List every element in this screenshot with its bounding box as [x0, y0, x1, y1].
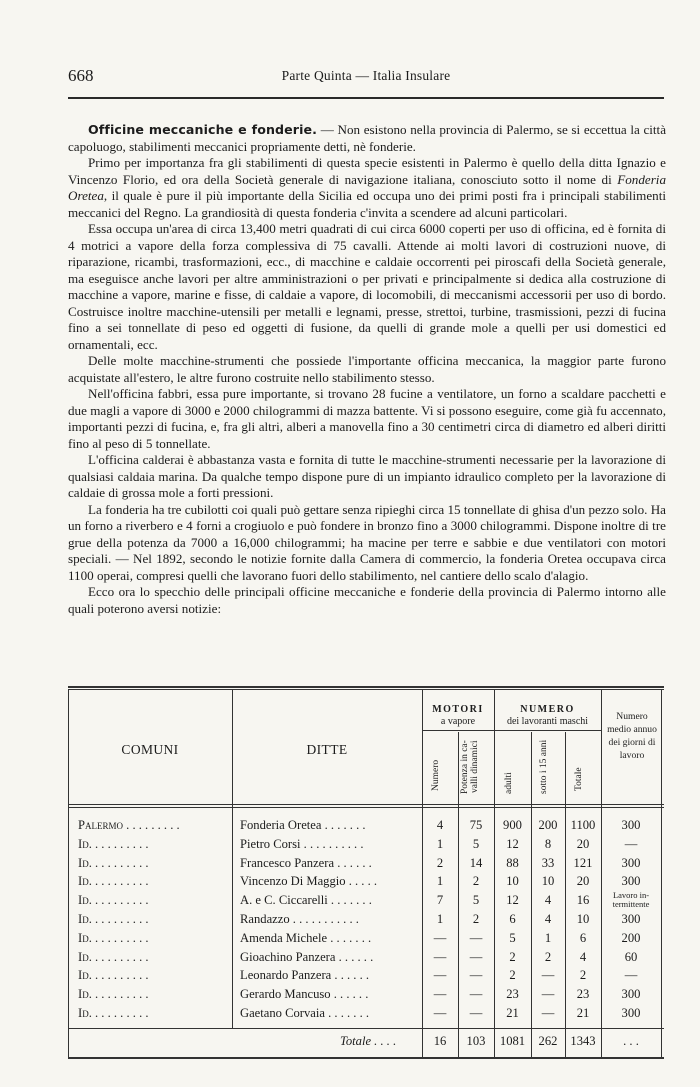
- cell-ditta: Gioachino Panzera . . . . . .: [240, 949, 374, 964]
- cell-numero: —: [433, 1006, 447, 1020]
- table-total-rule: [68, 1028, 664, 1029]
- cell-ditta: Fonderia Oretea . . . . . . .: [240, 818, 366, 832]
- paragraph-5: Nell'officina fabbri, essa pure importante, si trovano 28 fucine a ventilatore, un forno a scaldare pacchetti e due magli a vapore di 3000 e 2000 chilogrammi di mazza battente. Vi si possono eseguire, come già fu accennato, importanti pezzi di fucina, e, fra gli altri, alberi a manovella fino a 30 centimetri circa di diametro ed alberi diritti fino al peso di 5 tonnellate.: [68, 386, 666, 451]
- cell-potenza: —: [469, 1006, 483, 1020]
- cell-sotto15: 200: [538, 818, 558, 832]
- cell-sotto15: 1: [544, 930, 552, 945]
- total-giorni: . . .: [623, 1034, 639, 1048]
- cell-potenza: —: [469, 930, 483, 945]
- cell-comune: Id. . . . . . . . . .: [78, 1006, 149, 1020]
- cell-giorni: 200: [621, 930, 641, 945]
- cell-totale: 20: [576, 836, 590, 851]
- cell-giorni: Lavoro in- termittente: [612, 890, 650, 910]
- cell-potenza: —: [469, 949, 483, 964]
- cell-totale: 10: [576, 912, 590, 926]
- header-giorni: Numero medio annuo dei giorni di lavoro: [607, 711, 657, 761]
- cell-comune: Palermo . . . . . . . . .: [78, 818, 180, 832]
- running-title: Parte Quinta — Italia Insulare: [281, 68, 451, 83]
- cell-giorni: 300: [621, 987, 641, 1002]
- paragraph-1-text: — Non esistono nella provincia di Palermo, se si eccettua la città capoluogo, stabilimenti meccanici propriamente detti, nè fonderie.: [68, 122, 667, 154]
- total-adulti: 1081: [499, 1034, 526, 1048]
- paragraph-2-italic: Fonderia Oretea: [68, 171, 666, 203]
- cell-potenza: —: [469, 987, 483, 1002]
- cell-sotto15: —: [541, 1006, 555, 1020]
- paragraph-2-text-b: , il quale è pure il più importante della Sicilia ed occupa uno dei primi posti fra i principali stabilimenti meccanici del Regno. La grandiosità di questa fonderia c'invita a scendere ad alcuni particolari.: [68, 188, 666, 220]
- table-top-rule: [68, 686, 664, 688]
- cell-comune: Id. . . . . . . . . .: [78, 855, 149, 870]
- header-comuni: COMUNI: [121, 742, 179, 757]
- paragraph-2-text-a: Primo per importanza fra gli stabilimenti di questa specie esistenti in Palermo è quello della ditta Ignazio e Vincenzo Florio, ed ora della Società generale di navigazione italiana, conosciuto sotto il nome di: [68, 155, 666, 187]
- page-number: 668: [68, 66, 94, 85]
- cell-totale: 16: [576, 893, 590, 908]
- cell-giorni: —: [624, 968, 638, 983]
- header-ditte: DITTE: [306, 742, 348, 757]
- cell-adulti: 12: [506, 836, 519, 851]
- cell-totale: 6: [579, 930, 587, 945]
- cell-giorni: 300: [621, 1006, 641, 1020]
- workshops-table: [68, 686, 664, 1061]
- cell-ditta: Randazzo . . . . . . . . . . .: [240, 912, 359, 926]
- total-label: Totale . . . .: [340, 1034, 397, 1048]
- body-text: [68, 122, 666, 617]
- section-title: Officine meccaniche e fonderie.: [88, 122, 318, 137]
- cell-totale: 121: [573, 855, 593, 870]
- cell-numero: 7: [436, 893, 444, 908]
- table-top-rule-2: [68, 689, 664, 690]
- table-bottom-rule: [68, 1057, 664, 1059]
- cell-adulti: 88: [506, 855, 519, 870]
- cell-adulti: 12: [506, 893, 519, 908]
- header-motori-sub: a vapore: [440, 716, 476, 727]
- table-right-border: [661, 689, 662, 1058]
- cell-potenza: 5: [472, 893, 480, 908]
- header-sotto15: sotto i 15 anni: [539, 739, 549, 795]
- cell-ditta: Francesco Panzera . . . . . .: [240, 855, 372, 870]
- total-totale: 1343: [570, 1034, 596, 1048]
- group-subheader-rule: [422, 730, 601, 731]
- header-motori: MOTORI: [432, 704, 484, 715]
- cell-comune: Id. . . . . . . . . .: [78, 949, 149, 964]
- header-rule: [68, 97, 664, 99]
- cell-giorni: 300: [621, 874, 641, 889]
- cell-ditta: A. e C. Ciccarelli . . . . . . .: [240, 893, 372, 908]
- header-numero: Numero: [431, 759, 441, 791]
- header-motori-group: [422, 704, 494, 728]
- col-divider-comuni: [232, 689, 233, 1029]
- cell-potenza: 14: [469, 855, 483, 870]
- cell-adulti: 2: [509, 968, 516, 983]
- cell-giorni: 300: [621, 855, 641, 870]
- cell-ditta: Vincenzo Di Maggio . . . . .: [240, 874, 378, 889]
- header-potenza: Potenza in ca- valli dinamici: [460, 740, 480, 794]
- paragraph-2: [68, 155, 666, 221]
- table-header-rule: [68, 804, 664, 805]
- header-numero-sub: dei lavoranti maschi: [506, 716, 589, 727]
- cell-sotto15: —: [541, 987, 555, 1002]
- header-numero-group-title: NUMERO: [520, 704, 575, 715]
- paragraph-8: Ecco ora lo specchio delle principali officine meccaniche e fonderie della provincia di Palermo intorno alle quali poterono aversi notizie:: [68, 584, 666, 616]
- paragraph-7: La fonderia ha tre cubilotti coi quali può gettare senza ripieghi circa 15 tonnellate di ghisa d'un pezzo solo. Ha un forno a riverbero e 4 forni a crogiuolo e può fondere in bronzo fino a 3000 chilogrammi. Dispone inoltre di tre grue della potenza da 7000 a 16,000 chilogrammi; ha macine per terre e sabbie e due ventilatori con motori speciali. — Nel 1892, secondo le notizie fornite dalla Camera di commercio, la fonderia Oretea occupava circa 1100 operai, compresi quelli che lavorano fuori dello stabilimento, nel cantiere dello scalo d'alagio.: [68, 501, 666, 583]
- header-totale: Totale: [574, 767, 584, 791]
- cell-ditta: Amenda Michele . . . . . . .: [240, 930, 372, 945]
- cell-numero: —: [433, 949, 447, 964]
- cell-totale: 20: [576, 874, 590, 889]
- cell-sotto15: 2: [544, 949, 552, 964]
- cell-numero: 4: [436, 818, 444, 832]
- table-header-rule-2: [68, 807, 664, 808]
- running-header: [68, 64, 664, 88]
- cell-totale: 1100: [570, 818, 596, 832]
- cell-giorni: 60: [624, 949, 638, 964]
- cell-giorni: 300: [621, 912, 641, 926]
- cell-numero: —: [433, 987, 447, 1002]
- cell-totale: 4: [579, 949, 587, 964]
- header-numero-group: [494, 704, 601, 728]
- cell-totale: 23: [576, 987, 590, 1002]
- cell-comune: Id. . . . . . . . . .: [78, 930, 149, 945]
- cell-giorni: 300: [621, 818, 641, 832]
- cell-comune: Id. . . . . . . . . .: [78, 968, 149, 983]
- cell-comune: Id. . . . . . . . . .: [78, 912, 149, 926]
- cell-ditta: Pietro Corsi . . . . . . . . . .: [240, 836, 364, 851]
- cell-sotto15: —: [541, 968, 555, 983]
- cell-comune: Id. . . . . . . . . .: [78, 987, 149, 1002]
- cell-comune: Id. . . . . . . . . .: [78, 893, 149, 908]
- cell-sotto15: 10: [541, 874, 555, 889]
- header-adulti: adulti: [504, 772, 514, 794]
- total-potenza: 103: [466, 1034, 486, 1048]
- cell-giorni: —: [624, 836, 638, 851]
- cell-sotto15: 4: [544, 893, 552, 908]
- cell-adulti: 2: [509, 949, 516, 964]
- cell-ditta: Gaetano Corvaia . . . . . . .: [240, 1006, 370, 1020]
- cell-ditta: Gerardo Mancuso . . . . . .: [240, 987, 369, 1002]
- cell-comune: Id. . . . . . . . . .: [78, 836, 149, 851]
- cell-totale: 21: [576, 1006, 590, 1020]
- cell-ditta: Leonardo Panzera . . . . . .: [240, 968, 370, 983]
- cell-potenza: 2: [472, 912, 480, 926]
- paragraph-4: Delle molte macchine-strumenti che possiede l'importante officina meccanica, la maggior parte furono acquistate all'estero, le altre furono costruite nello stabilimento stesso.: [68, 353, 666, 385]
- cell-numero: —: [433, 930, 447, 945]
- cell-adulti: 21: [506, 1006, 519, 1020]
- cell-adulti: 10: [506, 874, 519, 889]
- cell-adulti: 900: [503, 818, 522, 832]
- total-numero: 16: [433, 1034, 447, 1048]
- paragraph-3: Essa occupa un'area di circa 13,400 metri quadrati di cui circa 6000 coperti per uso di officina, ed è fornita di 4 motrici a vapore della forza complessiva di 75 cavalli. Attende ai molti lavori di costruzioni nuove, di riparazione, ricambi, trasformazioni, ecc., di macchine e caldaie occorrenti pei piroscafi della Società generale, ma eseguisce anche lavori per altre amministrazioni o per privati e principalmente si dedica alla costruzione di macchine a vapore, marine e fisse, di caldaie a vapore, di locomobili, di meccanismi accessorii per uso di bordo. Costruisce inoltre macchine-utensili per metalli e legnami, presse, strettoi, turbine, trasmissioni, pezzi di fucina fino a sei tonnellate di peso ed oggetti di fusione, da quelli di grande mole a quelli per usi domestici ed ornamentali, ecc.: [68, 221, 666, 352]
- cell-potenza: 5: [472, 836, 480, 851]
- cell-sotto15: 33: [541, 855, 555, 870]
- paragraph-6: L'officina calderai è abbastanza vasta e fornita di tutte le macchine-strumenti necessarie per la lavorazione di qualsiasi caldaia marina. Da qualche tempo dispone pure di un impianto idraulico completo per la lavorazione di caldaie di grossa mole a forti pressioni.: [68, 452, 666, 500]
- cell-adulti: 23: [506, 987, 519, 1002]
- cell-potenza: 2: [472, 874, 480, 889]
- cell-numero: —: [433, 968, 447, 983]
- cell-numero: 2: [436, 855, 444, 870]
- cell-adulti: 6: [509, 912, 516, 926]
- cell-numero: 1: [436, 912, 444, 926]
- cell-potenza: —: [469, 968, 483, 983]
- paragraph-1: [68, 122, 666, 155]
- cell-comune: Id. . . . . . . . . .: [78, 874, 149, 889]
- cell-sotto15: 4: [544, 912, 552, 926]
- cell-potenza: 75: [469, 818, 483, 832]
- cell-numero: 1: [436, 874, 444, 889]
- cell-sotto15: 8: [544, 836, 552, 851]
- cell-adulti: 5: [509, 930, 516, 945]
- cell-totale: 2: [579, 968, 587, 983]
- total-sotto15: 262: [538, 1034, 558, 1048]
- cell-numero: 1: [436, 836, 444, 851]
